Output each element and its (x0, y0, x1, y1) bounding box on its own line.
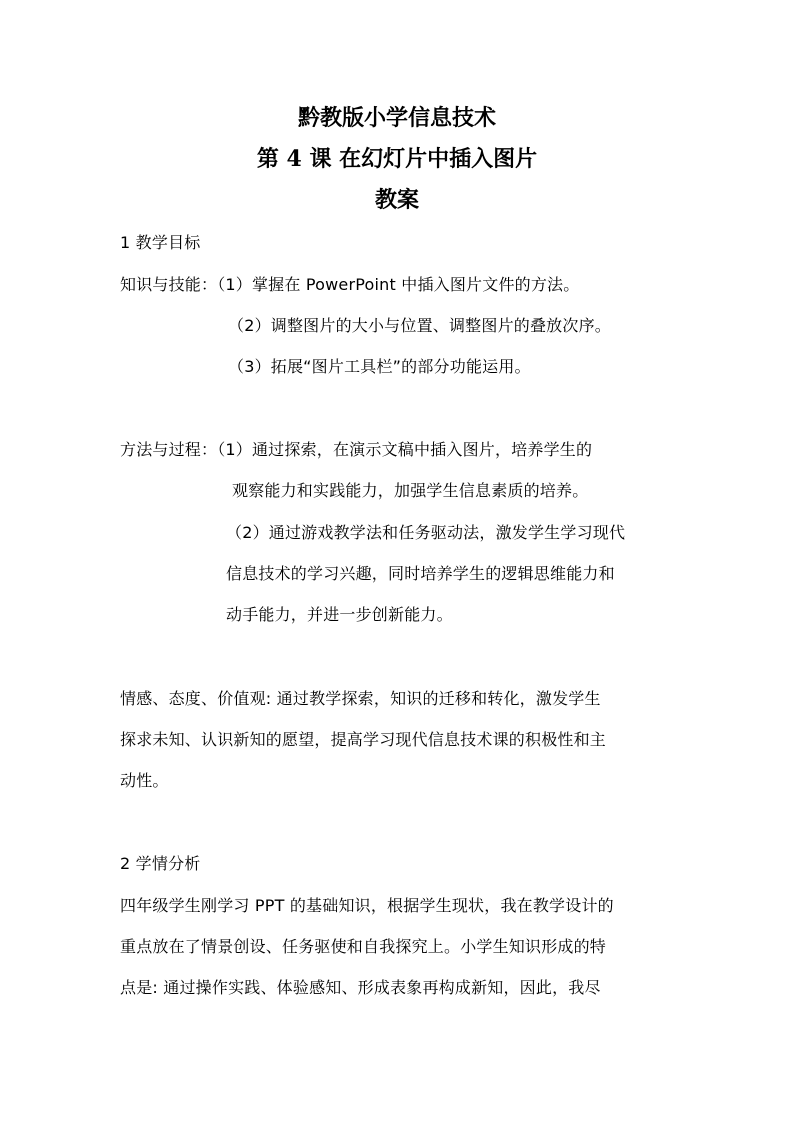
method-process-line-2: 观察能力和实践能力，加强学生信息素质的培养。 (232, 481, 589, 500)
analysis-line-1: 四年级学生刚学习 PPT 的基础知识，根据学生现状，我在教学设计的 (120, 896, 614, 915)
document-title: 黔教版小学信息技术 (297, 105, 496, 131)
analysis-line-3: 点是: 通过操作实践、体验感知、形成表象再构成新知，因此，我尽 (120, 978, 601, 997)
knowledge-skills-line-2: （2）调整图片的大小与位置、调整图片的叠放次序。 (228, 316, 611, 335)
document-subtitle: 教案 (374, 187, 419, 213)
section-heading-analysis: 2 学情分析 (120, 854, 201, 873)
knowledge-skills-line-1: 知识与技能：（1）掌握在 PowerPoint 中插入图片文件的方法。 (120, 275, 580, 294)
analysis-line-2: 重点放在了情景创设、任务驱使和自我探究上。小学生知识形成的特 (120, 937, 607, 956)
section-heading-objectives: 1 教学目标 (120, 233, 201, 252)
emotion-values-line-3: 动性。 (120, 771, 169, 790)
emotion-values-line-2: 探求未知、认识新知的愿望，提高学习现代信息技术课的积极性和主 (120, 730, 607, 749)
lesson-title: 第 4 课 在幻灯片中插入图片 (256, 146, 538, 172)
emotion-values-line-1: 情感、态度、价值观: 通过教学探索，知识的迁移和转化，激发学生 (120, 689, 601, 708)
method-process-line-1: 方法与过程：（1）通过探索，在演示文稿中插入图片，培养学生的 (120, 440, 593, 459)
method-process-line-5: 动手能力，并进一步创新能力。 (226, 605, 453, 624)
method-process-line-4: 信息技术的学习兴趣，同时培养学生的逻辑思维能力和 (226, 564, 615, 583)
method-process-line-3: （2）通过游戏教学法和任务驱动法，激发学生学习现代 (226, 523, 626, 542)
knowledge-skills-line-3: （3）拓展“图片工具栏”的部分功能运用。 (228, 357, 531, 376)
